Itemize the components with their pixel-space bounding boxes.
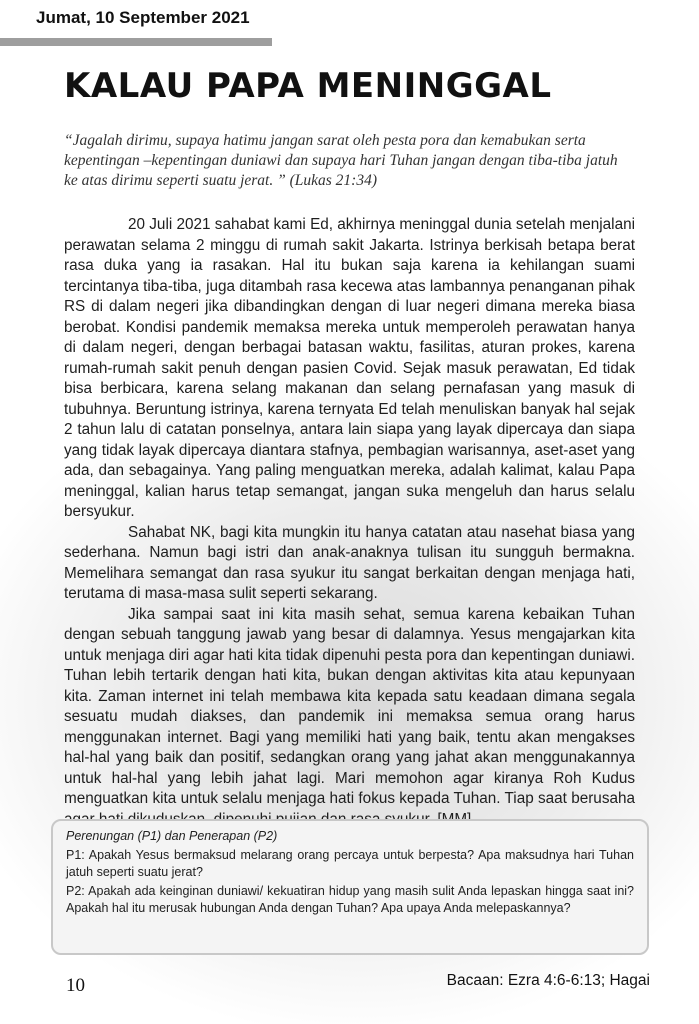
reflection-box xyxy=(51,819,649,955)
scripture-quote: “Jagalah dirimu, supaya hatimu jangan sarat oleh pesta pora dan kemabukan serta kepentingan –kepentingan duniawi dan supaya hari Tuhan jangan dengan tiba-tiba jatuh ke atas dirimu seperti suatu jerat. ” (Lukas 21:34) xyxy=(64,132,618,189)
header-date: Jumat, 10 September 2021 xyxy=(36,8,250,27)
article-body xyxy=(64,215,635,830)
page-number: 10 xyxy=(66,975,85,996)
reflection-question-p2: P2: Apakah ada keinginan duniawi/ kekuatiran hidup yang masih sulit Anda lepaskan hingga saat ini? Apakah hal itu merusak hubungan Anda dengan Tuhan? Apa upaya Anda melepaskannya? xyxy=(66,884,634,915)
header-bar xyxy=(0,38,272,46)
article-title: KALAU PAPA MENINGGAL xyxy=(64,66,552,106)
paragraph: Sahabat NK, bagi kita mungkin itu hanya catatan atau nasehat biasa yang sederhana. Namun bagi istri dan anak-anaknya tulisan itu sungguh bermakna. Memelihara semangat dan rasa syukur itu sangat berkaitan dengan menjaga hati, terutama di masa-masa sulit seperti sekarang. xyxy=(64,523,635,602)
paragraph: 20 Juli 2021 sahabat kami Ed, akhirnya meninggal dunia setelah menjalani perawatan selama 2 minggu di rumah sakit Jakarta. Istrinya berkisah betapa berat rasa duka yang ia rasakan. Hal itu bukan saja karena ia kehilangan suami tercintanya tiba-tiba, juga ditambah rasa kecewa atas lambannya penanganan pihak RS di dalam negeri jika dibandingkan dengan di luar negeri dimana mereka biasa berobat. Kondisi pandemik memaksa mereka untuk memperoleh perawatan hanya di dalam negeri, dengan berbagai batasan waktu, fasilitas, aturan prokes, karena rumah-rumah sakit penuh dengan pasien Covid. Sejak masuk perawatan, Ed tidak bisa berbicara, karena selang makanan dan selang pernafasan yang masuk di tubuhnya. Beruntung istrinya, karena ternyata Ed telah menuliskan banyak hal sejak 2 tahun lalu di catatan ponselnya, antara lain siapa yang layak dipercaya dan siapa yang tidak layak dipercaya diantara stafnya, pembagian warisannya, aset-aset yang ada, dan sebagainya. Yang paling menguatkan mereka, adalah kalimat, kalau Papa meninggal, kalian harus tetap semangat, jangan suka mengeluh dan harus selalu bersyukur. xyxy=(64,216,635,520)
reflection-title: Perenungan (P1) dan Penerapan (P2) xyxy=(66,829,278,843)
bible-reading: Bacaan: Ezra 4:6-6:13; Hagai xyxy=(446,972,650,989)
reflection-question-p1: P1: Apakah Yesus bermaksud melarang orang percaya untuk berpesta? Apa maksudnya hari Tuhan jatuh seperti suatu jerat? xyxy=(66,848,634,879)
paragraph: Jika sampai saat ini kita masih sehat, semua karena kebaikan Tuhan dengan sebuah tanggung jawab yang besar di dalamnya. Yesus mengajarkan kita untuk menjaga diri agar hati kita tidak dipenuhi pesta pora dan kepentingan duniawi. Tuhan lebih tertarik dengan hati kita, bukan dengan aktivitas kita atau kepunyaan kita. Zaman internet ini telah membawa kita kepada satu keadaan dimana segala sesuatu mudah diakses, dan pandemik ini memaksa semua orang harus menggunakan internet. Bagi yang memiliki hati yang baik, tentu akan mengakses hal-hal yang baik dan positif, sedangkan orang yang jahat akan menggunakannya untuk hal-hal yang lebih jahat lagi. Mari memohon agar kiranya Roh Kudus menguatkan kita untuk selalu menjaga hati fokus kepada Tuhan. Tiap saat berusaha xyxy=(64,605,635,807)
